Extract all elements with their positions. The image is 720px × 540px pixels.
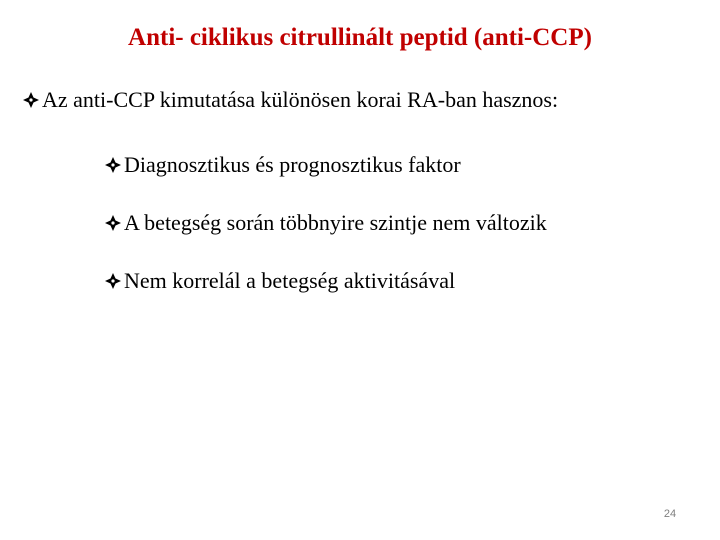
diamond-bullet-icon xyxy=(104,156,122,174)
slide-title: Anti- ciklikus citrullinált peptid (anti-CCP) xyxy=(128,24,592,51)
sub-bullet-text: Diagnosztikus és prognosztikus faktor xyxy=(124,152,461,177)
diamond-bullet-icon xyxy=(22,91,40,109)
sub-bullet xyxy=(104,209,547,237)
main-bullet xyxy=(22,86,558,114)
sub-bullet xyxy=(104,151,461,179)
sub-bullet-text: A betegség során többnyire szintje nem változik xyxy=(124,210,547,235)
sub-bullet xyxy=(104,267,455,295)
diamond-bullet-icon xyxy=(104,272,122,290)
diamond-bullet-icon xyxy=(104,214,122,232)
page-number: 24 xyxy=(663,508,677,520)
main-bullet-text: Az anti-CCP kimutatása különösen korai RA-ban hasznos: xyxy=(42,87,559,112)
sub-bullet-text: Nem korrelál a betegség aktivitásával xyxy=(124,268,456,293)
